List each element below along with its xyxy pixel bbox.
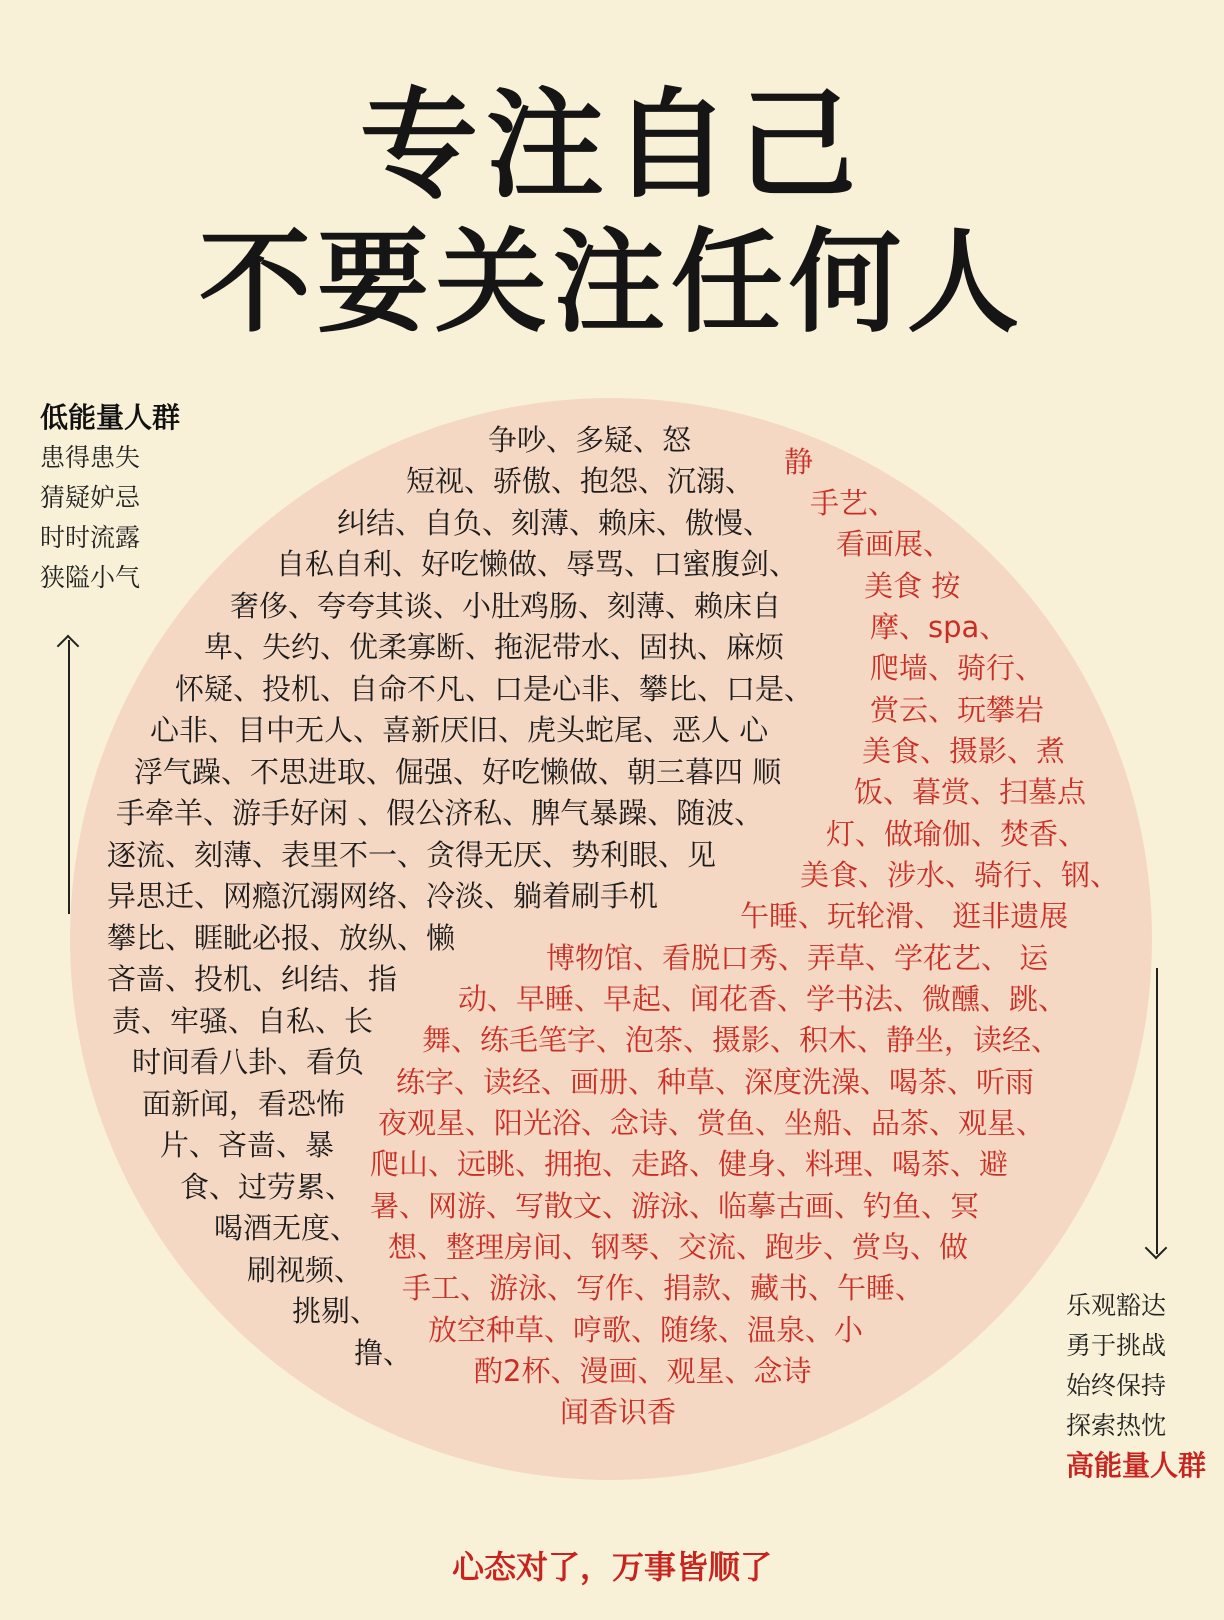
- high-energy-item: 勇于挑战: [1066, 1331, 1167, 1360]
- high-activity-line: 夜观星、阳光浴、念诗、赏鱼、坐船、品茶、观星、: [378, 1106, 1046, 1140]
- high-activity-line: 饭、暮赏、扫墓点: [854, 775, 1087, 809]
- low-trait-line: 挑剔、: [292, 1294, 380, 1328]
- arrow-up-icon: [68, 640, 70, 914]
- title-line-1: 专注自己: [359, 76, 864, 214]
- high-activity-line: 看画展、: [836, 527, 953, 561]
- high-activity-line: 舞、练毛笔字、泡茶、摄影、积木、静坐，读经、: [422, 1023, 1061, 1057]
- low-trait-line: 攀比、睚眦必报、放纵、懒: [107, 921, 456, 955]
- footer-slogan: 心态对了，万事皆顺了: [451, 1548, 772, 1586]
- title-line-2: 不要关注任何人: [199, 218, 1025, 348]
- low-trait-line: 浮气躁、不思进取、倔强、好吃懒做、朝三暮四 顺: [134, 755, 782, 789]
- low-trait-line: 自私自利、好吃懒做、辱骂、口蜜腹剑、: [276, 547, 799, 581]
- low-trait-line: 心非、目中无人、喜新厌旧、虎头蛇尾、恶人 心: [150, 713, 769, 747]
- low-trait-line: 吝啬、投机、纠结、指: [107, 962, 398, 996]
- high-activity-line: 练字、读经、画册、种草、深度洗澡、喝茶、听雨: [396, 1065, 1035, 1099]
- low-trait-line: 责、牢骚、自私、长: [112, 1004, 374, 1038]
- low-energy-heading: 低能量人群: [40, 401, 181, 434]
- low-trait-line: 纠结、自负、刻薄、赖床、傲慢、: [337, 506, 773, 540]
- high-activity-line: 博物馆、看脱口秀、弄草、学花艺、 运: [546, 941, 1049, 975]
- high-energy-item: 始终保持: [1066, 1371, 1167, 1400]
- low-trait-line: 时间看八卦、看负: [132, 1045, 365, 1079]
- high-activity-line: 手艺、: [810, 486, 898, 520]
- high-activity-line: 静: [784, 445, 814, 479]
- low-trait-line: 卑、失约、优柔寡断、拖泥带水、固执、麻烦: [204, 630, 785, 664]
- low-energy-item: 患得患失: [40, 443, 141, 472]
- low-trait-line: 撸、: [354, 1336, 413, 1370]
- high-activity-line: 灯、做瑜伽、焚香、: [826, 817, 1088, 851]
- high-activity-line: 赏云、玩攀岩: [870, 693, 1045, 727]
- low-trait-line: 刷视频、: [247, 1253, 364, 1287]
- high-energy-panel: [1066, 1286, 1206, 1486]
- low-trait-line: 食、过劳累、: [180, 1170, 355, 1204]
- high-activity-line: 午睡、玩轮滑、 逛非遗展: [740, 899, 1069, 933]
- high-activity-line: 爬山、远眺、拥抱、走路、健身、料理、喝茶、避: [370, 1147, 1009, 1181]
- low-trait-line: 喝酒无度、: [214, 1211, 360, 1245]
- high-activity-line: 酌2杯、漫画、观星、念诗: [474, 1354, 812, 1388]
- low-trait-line: 手牵羊、游手好闲 、假公济私、脾气暴躁、随波、: [116, 796, 764, 830]
- high-activity-line: 放空种草、哼歌、随缘、温泉、小: [428, 1313, 864, 1347]
- high-energy-item: 乐观豁达: [1066, 1291, 1167, 1320]
- high-energy-item: 探索热忱: [1066, 1411, 1167, 1440]
- arrow-down-icon: [1156, 968, 1158, 1254]
- high-activity-line: 美食、摄影、煮: [862, 734, 1066, 768]
- high-activity-line: 摩、spa、: [870, 610, 1009, 644]
- high-energy-heading: 高能量人群: [1066, 1449, 1207, 1482]
- low-trait-line: 片、吝啬、暴: [160, 1128, 335, 1162]
- high-activity-line: 暑、网游、写散文、游泳、临摹古画、钓鱼、冥: [370, 1189, 980, 1223]
- low-trait-line: 争吵、多疑、怒: [488, 423, 692, 457]
- low-energy-panel: [40, 398, 180, 598]
- high-activity-line: 想、整理房间、钢琴、交流、跑步、赏鸟、做: [388, 1230, 969, 1264]
- low-trait-line: 逐流、刻薄、表里不一、贪得无厌、势利眼、见: [107, 838, 717, 872]
- low-trait-line: 短视、骄傲、抱怨、沉溺、: [406, 464, 755, 498]
- low-energy-item: 猜疑妒忌: [40, 483, 141, 512]
- low-trait-line: 怀疑、投机、自命不凡、口是心非、攀比、口是、: [175, 672, 814, 706]
- high-activity-line: 美食、涉水、骑行、钢、: [800, 858, 1120, 892]
- high-activity-line: 爬墙、骑行、: [870, 651, 1045, 685]
- high-activity-line: 美食 按: [864, 569, 961, 603]
- high-activity-line: 动、早睡、早起、闻花香、学书法、微醺、跳、: [458, 982, 1068, 1016]
- high-activity-line: 闻香识香: [560, 1395, 677, 1429]
- low-trait-line: 面新闻，看恐怖: [142, 1087, 346, 1121]
- high-activity-line: 手工、游泳、写作、捐款、藏书、午睡、: [402, 1271, 925, 1305]
- low-energy-item: 狭隘小气: [40, 563, 141, 592]
- low-trait-line: 奢侈、夸夸其谈、小肚鸡肠、刻薄、赖床自: [230, 589, 782, 623]
- low-energy-item: 时时流露: [40, 523, 141, 552]
- low-trait-line: 异思迁、网瘾沉溺网络、冷淡、躺着刷手机: [107, 879, 659, 913]
